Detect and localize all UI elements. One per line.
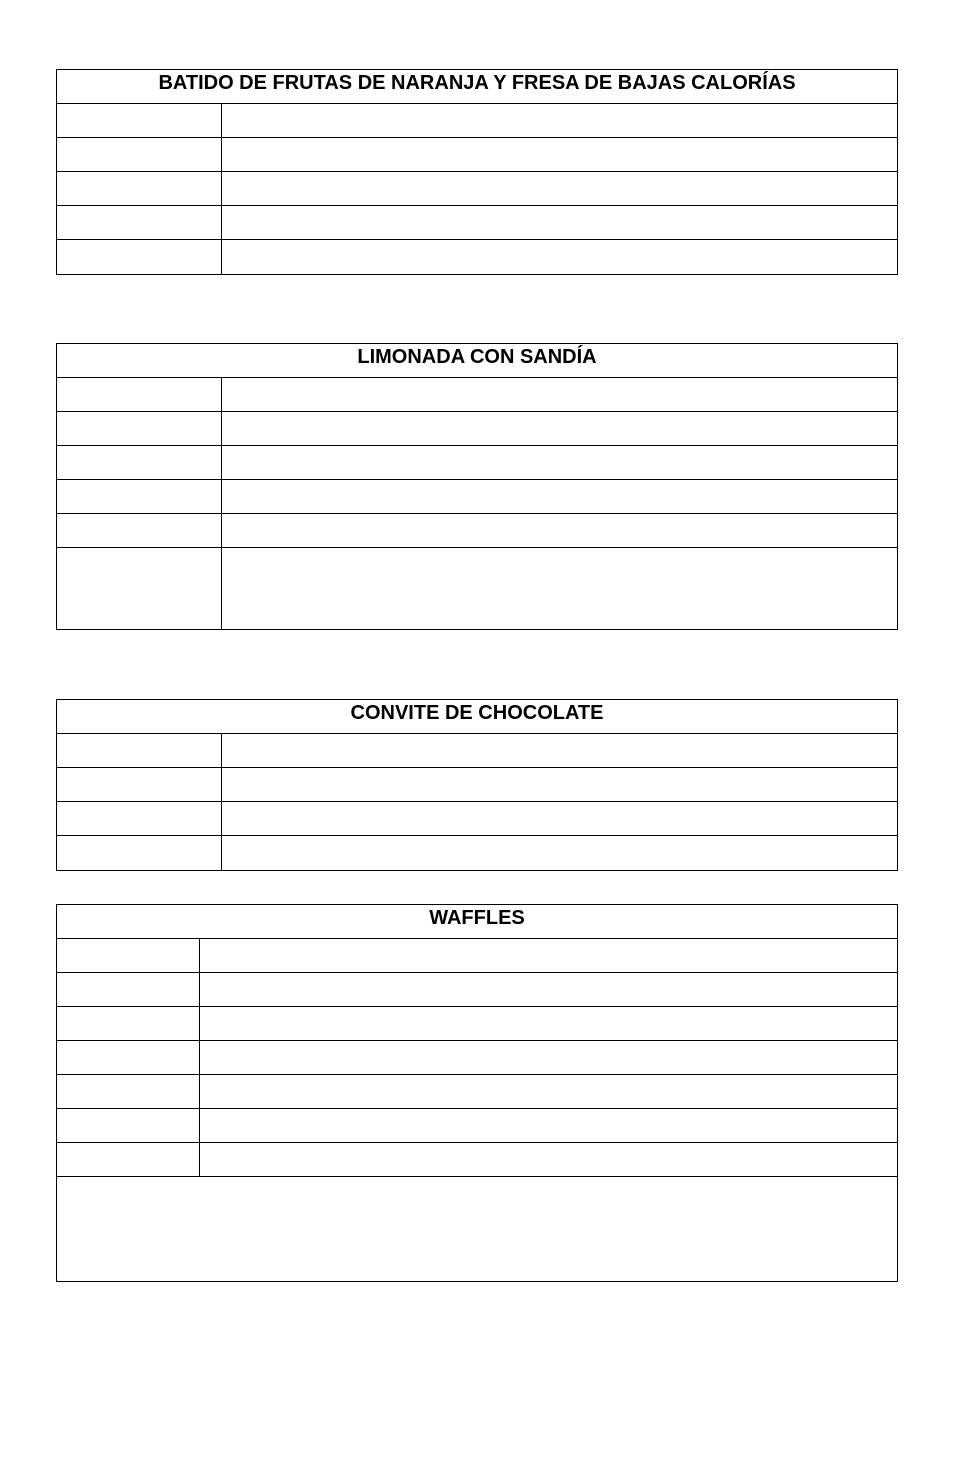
table-row — [57, 104, 897, 138]
table-row — [57, 514, 897, 548]
label-cell[interactable] — [57, 1075, 200, 1108]
label-cell[interactable] — [57, 973, 200, 1006]
table-row — [57, 138, 897, 172]
value-cell[interactable] — [222, 514, 897, 547]
recipe-table-limonada — [56, 343, 898, 630]
label-cell[interactable] — [57, 104, 222, 137]
label-cell[interactable] — [57, 939, 200, 972]
table-row — [57, 240, 897, 274]
value-cell[interactable] — [200, 1007, 897, 1040]
label-cell[interactable] — [57, 802, 222, 835]
table-row — [57, 480, 897, 514]
label-cell[interactable] — [57, 412, 222, 445]
value-cell[interactable] — [222, 240, 897, 274]
label-cell[interactable] — [57, 514, 222, 547]
value-cell[interactable] — [222, 802, 897, 835]
label-cell[interactable] — [57, 734, 222, 767]
table-row — [57, 802, 897, 836]
table-title: CONVITE DE CHOCOLATE — [57, 700, 897, 734]
recipe-table-convite — [56, 699, 898, 871]
table-row — [57, 172, 897, 206]
value-cell[interactable] — [200, 973, 897, 1006]
recipe-table-batido — [56, 69, 898, 275]
label-cell[interactable] — [57, 768, 222, 801]
value-cell[interactable] — [200, 1143, 897, 1176]
value-cell[interactable] — [222, 206, 897, 239]
table-row — [57, 939, 897, 973]
value-cell[interactable] — [222, 836, 897, 870]
table-title: LIMONADA CON SANDÍA — [57, 344, 897, 378]
label-cell[interactable] — [57, 548, 222, 629]
table-row — [57, 1041, 897, 1075]
table-row — [57, 412, 897, 446]
table-row — [57, 1075, 897, 1109]
label-cell[interactable] — [57, 172, 222, 205]
value-cell[interactable] — [200, 1075, 897, 1108]
value-cell[interactable] — [222, 172, 897, 205]
label-cell[interactable] — [57, 1041, 200, 1074]
label-cell[interactable] — [57, 1109, 200, 1142]
label-cell[interactable] — [57, 446, 222, 479]
table-row — [57, 1007, 897, 1041]
value-cell[interactable] — [200, 939, 897, 972]
value-cell[interactable] — [222, 412, 897, 445]
table-title: WAFFLES — [57, 905, 897, 939]
table-row — [57, 1143, 897, 1177]
table-row — [57, 734, 897, 768]
table-row — [57, 378, 897, 412]
value-cell[interactable] — [222, 768, 897, 801]
value-cell[interactable] — [222, 138, 897, 171]
value-cell[interactable] — [222, 378, 897, 411]
value-cell[interactable] — [222, 480, 897, 513]
label-cell[interactable] — [57, 1007, 200, 1040]
label-cell[interactable] — [57, 378, 222, 411]
table-row — [57, 446, 897, 480]
value-cell[interactable] — [222, 446, 897, 479]
label-cell[interactable] — [57, 1143, 200, 1176]
label-cell[interactable] — [57, 138, 222, 171]
value-cell[interactable] — [222, 104, 897, 137]
value-cell[interactable] — [200, 1109, 897, 1142]
recipe-table-waffles — [56, 904, 898, 1282]
table-row — [57, 548, 897, 629]
label-cell[interactable] — [57, 206, 222, 239]
value-cell[interactable] — [222, 734, 897, 767]
table-row — [57, 836, 897, 870]
value-cell[interactable] — [200, 1041, 897, 1074]
label-cell[interactable] — [57, 240, 222, 274]
table-title: BATIDO DE FRUTAS DE NARANJA Y FRESA DE BAJAS CALORÍAS — [57, 70, 897, 104]
table-row — [57, 1109, 897, 1143]
notes-cell[interactable] — [57, 1177, 897, 1281]
table-row — [57, 206, 897, 240]
label-cell[interactable] — [57, 480, 222, 513]
table-row — [57, 973, 897, 1007]
value-cell[interactable] — [222, 548, 897, 629]
label-cell[interactable] — [57, 836, 222, 870]
table-row — [57, 768, 897, 802]
